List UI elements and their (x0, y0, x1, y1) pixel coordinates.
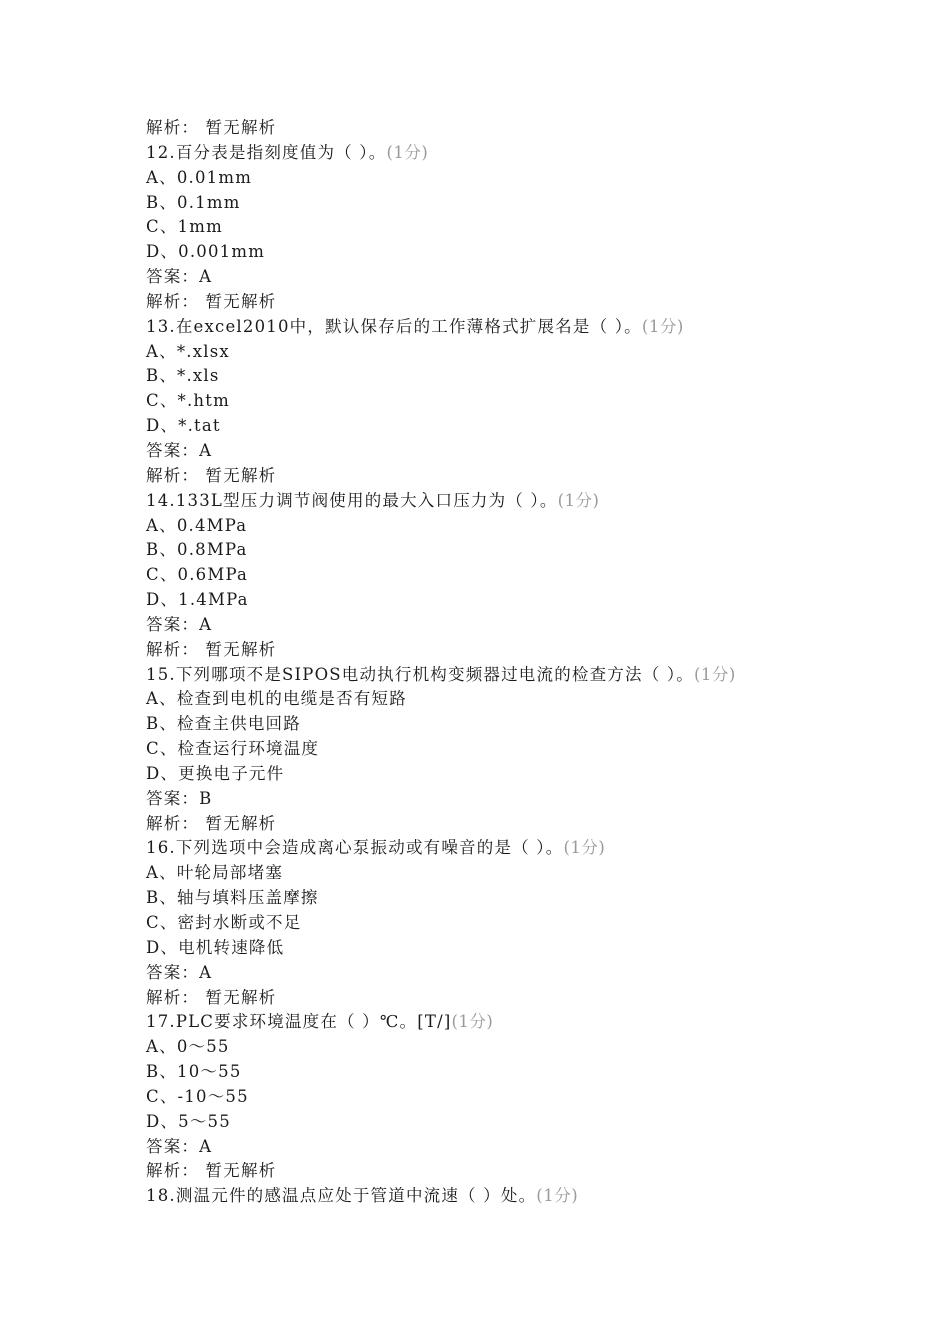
question-18 (146, 1184, 926, 1209)
question-text: 18.测温元件的感温点应处于管道中流速（ ）处。 (146, 1186, 537, 1206)
analysis-line: 解析： 暂无解析 (146, 118, 277, 137)
analysis-line: 解析： 暂无解析 (146, 987, 277, 1007)
question-stem (146, 315, 926, 340)
question-stem (146, 663, 926, 688)
analysis-line: 解析： 暂无解析 (146, 1161, 277, 1181)
option-c: C、检查运行环境温度 (146, 739, 320, 759)
question-17 (146, 1010, 926, 1184)
option-c: C、1mm (146, 217, 223, 237)
question-score: (1分) (563, 838, 606, 858)
answer-line: 答案：A (146, 440, 213, 460)
question-stem (146, 489, 926, 514)
question-stem (146, 1184, 926, 1209)
option-a: A、检查到电机的电缆是否有短路 (146, 689, 407, 709)
option-c: C、*.htm (146, 391, 230, 411)
question-stem (146, 1010, 926, 1035)
analysis-line: 解析： 暂无解析 (146, 639, 277, 659)
analysis-line: 解析： 暂无解析 (146, 291, 277, 311)
option-a: A、叶轮局部堵塞 (146, 863, 284, 883)
answer-line: 答案：A (146, 267, 213, 287)
question-score: (1分) (536, 1186, 579, 1206)
question-score: (1分) (694, 664, 736, 684)
question-score: (1分) (641, 316, 684, 336)
question-13 (146, 315, 926, 489)
option-d: D、1.4MPa (146, 590, 249, 610)
option-b: B、*.xls (146, 366, 220, 386)
question-12 (146, 141, 926, 315)
question-text: 13.在excel2010中，默认保存后的工作薄格式扩展名是（ ）。 (146, 316, 642, 336)
option-a: A、0.01mm (146, 167, 253, 187)
option-c: C、0.6MPa (146, 565, 249, 585)
option-b: B、0.1mm (146, 192, 241, 212)
answer-line: 答案：B (146, 788, 213, 808)
option-a: A、0.4MPa (146, 515, 248, 535)
question-16 (146, 836, 926, 1010)
option-b: B、轴与填料压盖摩擦 (146, 888, 319, 908)
question-score: (1分) (386, 142, 429, 162)
question-stem (146, 836, 926, 861)
analysis-line: 解析： 暂无解析 (146, 465, 277, 485)
option-d: D、电机转速降低 (146, 937, 285, 957)
question-text: 17.PLC要求环境温度在（ ）℃。[T/] (146, 1012, 452, 1032)
question-text: 12.百分表是指刻度值为（ ）。 (146, 142, 387, 162)
option-b: B、检查主供电回路 (146, 714, 301, 734)
option-a: A、0～55 (146, 1037, 230, 1057)
document-page (146, 116, 926, 1209)
question-stem (146, 141, 926, 166)
question-text: 16.下列选项中会造成离心泵振动或有噪音的是（ ）。 (146, 838, 564, 858)
answer-line: 答案：A (146, 614, 213, 634)
answer-line: 答案：A (146, 1136, 213, 1156)
question-15 (146, 663, 926, 837)
option-d: D、5～55 (146, 1111, 231, 1131)
option-c: C、密封水断或不足 (146, 913, 302, 932)
option-b: B、10～55 (146, 1062, 242, 1082)
question-text: 14.133L型压力调节阀使用的最大入口压力为（ ）。 (146, 490, 558, 510)
question-score: (1分) (557, 490, 600, 510)
option-d: D、0.001mm (146, 242, 266, 262)
answer-line: 答案：A (146, 962, 213, 982)
question-text: 15.下列哪项不是SIPOS电动执行机构变频器过电流的检查方法（ ）。 (146, 664, 694, 684)
option-d: D、更换电子元件 (146, 763, 285, 783)
question-14 (146, 489, 926, 663)
option-d: D、*.tat (146, 416, 221, 436)
question-score: (1分) (451, 1012, 494, 1032)
option-b: B、0.8MPa (146, 540, 248, 560)
option-a: A、*.xlsx (146, 341, 230, 361)
option-c: C、-10～55 (146, 1086, 249, 1106)
analysis-line: 解析： 暂无解析 (146, 813, 277, 833)
